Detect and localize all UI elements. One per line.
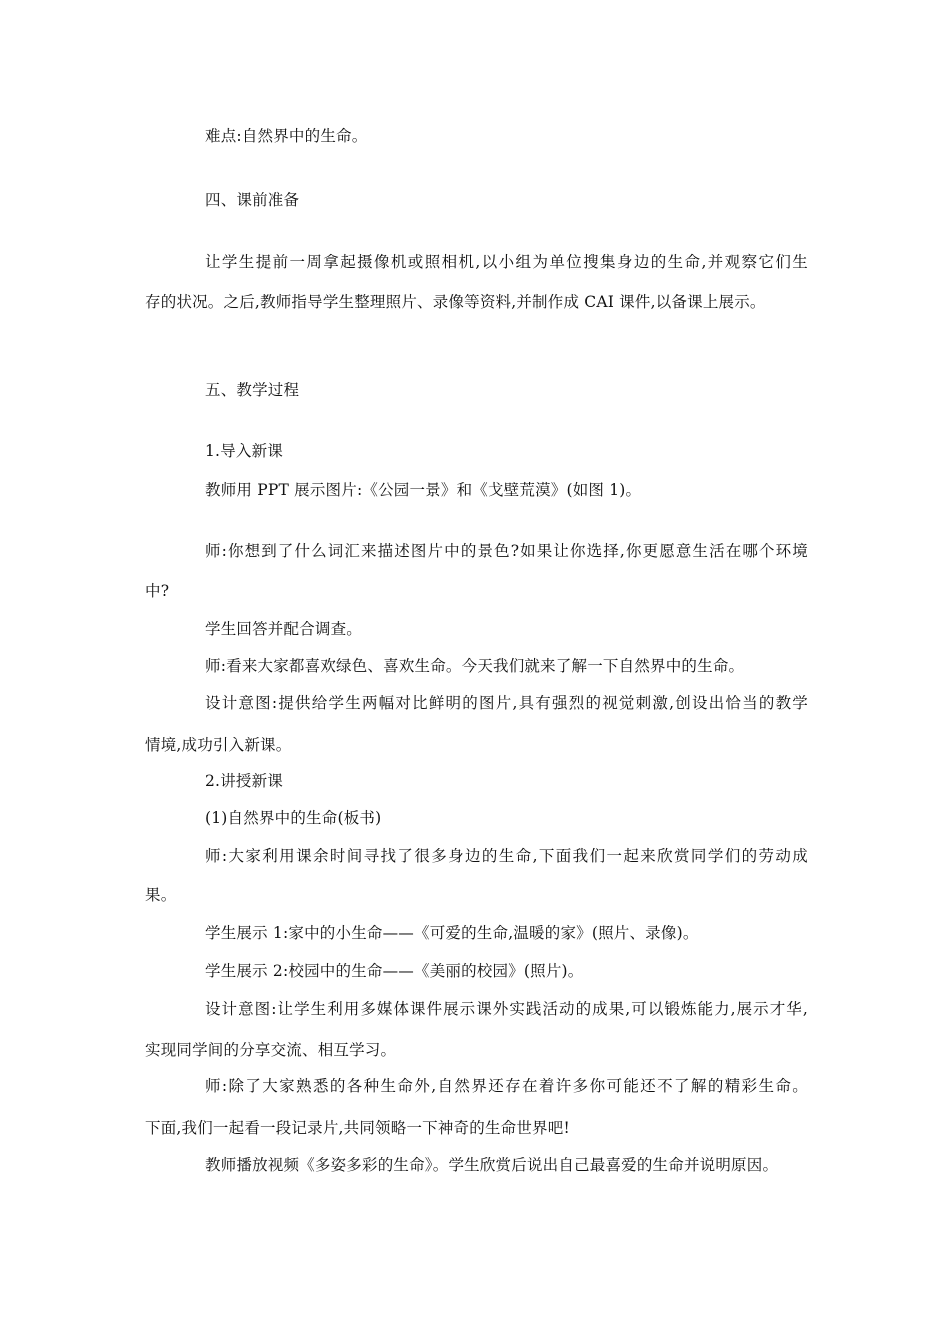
paragraph-line: 师:你想到了什么词汇来描述图片中的景色?如果让你选择,你更愿意生活在哪个环境 [205, 542, 808, 560]
paragraph-line: 让学生提前一周拿起摄像机或照相机,以小组为单位搜集身边的生命,并观察它们生 [205, 253, 808, 271]
paragraph-line: 实现同学间的分享交流、相互学习。 [145, 1041, 397, 1059]
paragraph-line: 下面,我们一起看一段记录片,共同领略一下神奇的生命世界吧! [145, 1119, 570, 1137]
subheading-introduction: 1.导入新课 [205, 442, 283, 460]
paragraph-line: 情境,成功引入新课。 [145, 736, 292, 754]
paragraph-line: 果。 [145, 886, 177, 904]
paragraph-line: 教师播放视频《多姿多彩的生命》。学生欣赏后说出自己最喜爱的生命并说明原因。 [205, 1156, 779, 1174]
section-heading-preparation: 四、课前准备 [205, 191, 300, 209]
paragraph-line: 设计意图:让学生利用多媒体课件展示课外实践活动的成果,可以锻炼能力,展示才华, [205, 1000, 808, 1018]
difficulty-point: 难点:自然界中的生命。 [205, 127, 368, 145]
section-heading-teaching-process: 五、教学过程 [205, 381, 300, 399]
paragraph-line: 存的状况。之后,教师指导学生整理照片、录像等资料,并制作成 CAI 课件,以备课上展示。 [145, 293, 766, 311]
paragraph-line: 师:看来大家都喜欢绿色、喜欢生命。今天我们就来了解一下自然界中的生命。 [205, 657, 745, 675]
paragraph-line: 师:除了大家熟悉的各种生命外,自然界还存在着许多你可能还不了解的精彩生命。 [205, 1077, 808, 1095]
subheading-new-lesson: 2.讲授新课 [205, 772, 283, 790]
subheading-nature-life: (1)自然界中的生命(板书) [205, 809, 382, 827]
paragraph-line: 师:大家利用课余时间寻找了很多身边的生命,下面我们一起来欣赏同学们的劳动成 [205, 847, 808, 865]
paragraph-line: 设计意图:提供给学生两幅对比鲜明的图片,具有强烈的视觉刺激,创设出恰当的教学 [205, 694, 808, 712]
paragraph-line: 学生展示 2:校园中的生命——《美丽的校园》(照片)。 [205, 962, 584, 980]
paragraph-line: 学生回答并配合调查。 [205, 620, 363, 638]
paragraph-line: 学生展示 1:家中的小生命——《可爱的生命,温暖的家》(照片、录像)。 [205, 924, 699, 942]
paragraph-line: 中? [145, 582, 170, 600]
paragraph-line: 教师用 PPT 展示图片:《公园一景》和《戈壁荒漠》(如图 1)。 [205, 481, 642, 499]
